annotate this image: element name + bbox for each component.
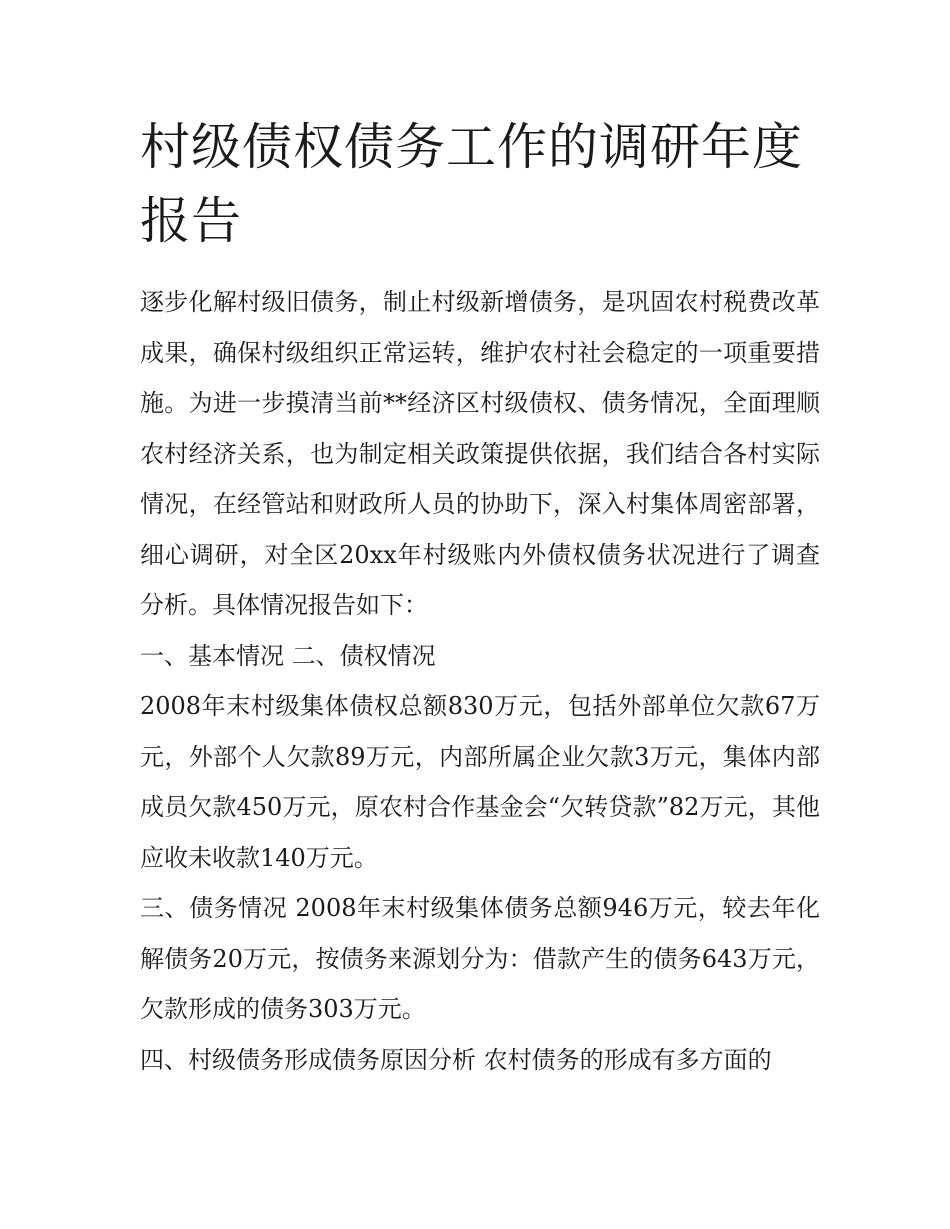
document-body (140, 277, 820, 1085)
paragraph-debts: 三、债务情况 2008年末村级集体债务总额946万元，较去年化解债务20万元，按债务来源划分为：借款产生的债务643万元，欠款形成的债务303万元。 (140, 894, 820, 1023)
document-title: 村级债权债务工作的调研年度报告 (140, 118, 803, 250)
paragraph-causes: 四、村级债务形成债务原因分析 农村债务的形成有多方面的 (140, 1045, 772, 1074)
paragraph-claims: 2008年末村级集体债权总额830万元，包括外部单位欠款67万元，外部个人欠款89万元，内部所属企业欠款3万元，集体内部成员欠款450万元，原农村合作基金会“欠转贷款”82万元，其他应收未收款140万元。 (140, 692, 820, 872)
paragraph-section-headings: 一、基本情况 二、债权情况 (140, 641, 436, 670)
paragraph-intro: 逐步化解村级旧债务，制止村级新增债务，是巩固农村税费改革成果，确保村级组织正常运转，维护农村社会稳定的一项重要措施。为进一步摸清当前**经济区村级债权、债务情况，全面理顺农村经济关系，也为制定相关政策提供依据，我们结合各村实际情况，在经管站和财政所人员的协助下，深入村集体周密部署，细心调研，对全区20xx年村级账内外债权债务状况进行了调查分析。具体情况报告如下： (140, 288, 820, 619)
